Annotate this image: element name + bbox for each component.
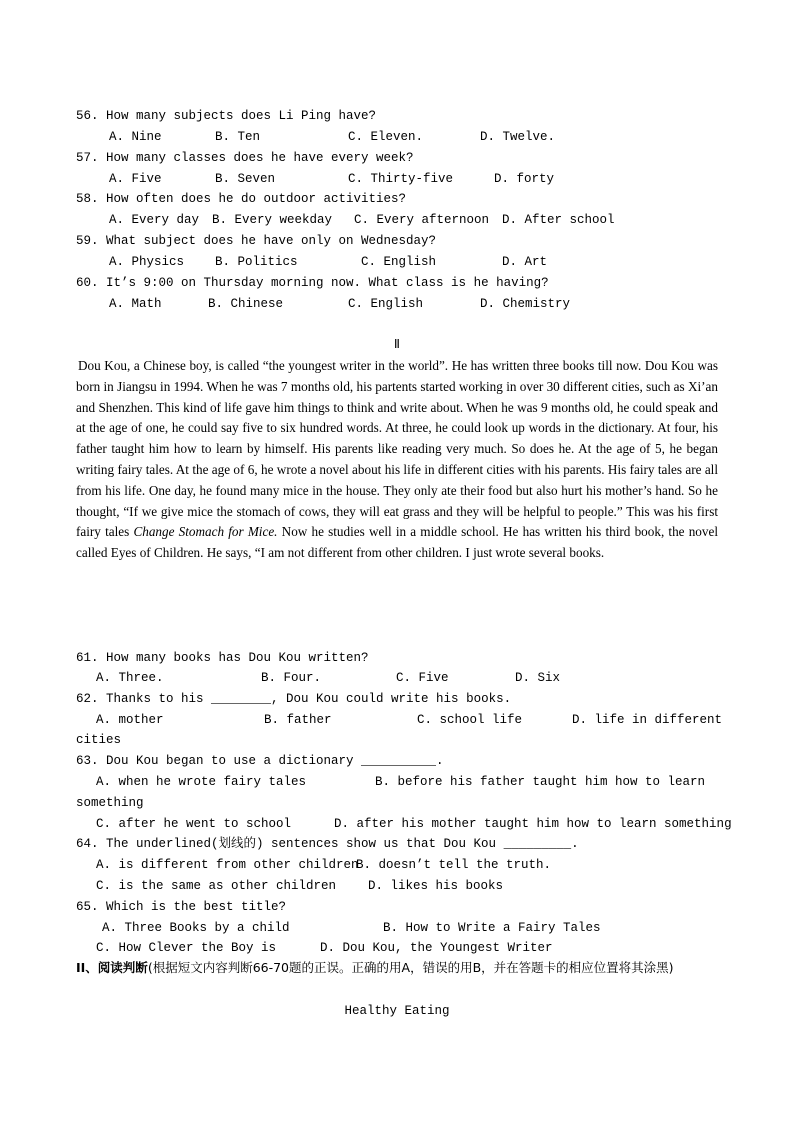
option-b: B. father <box>264 713 332 727</box>
section-numeral: Ⅱ <box>393 338 401 352</box>
option-d: D. life in different <box>572 713 723 727</box>
option-b: B. before his father taught him how to learn <box>375 775 706 789</box>
question-63: 63. Dou Kou began to use a dictionary __________. <box>76 754 444 768</box>
option-a: A. mother <box>96 713 164 727</box>
story-title: Change Stomach for Mice. <box>133 524 278 540</box>
option-d: D. after his mother taught him how to learn something <box>334 817 732 831</box>
question-64-options-cd <box>76 876 718 896</box>
option-b: B. How to Write a Fairy Tales <box>383 921 601 935</box>
option-a: A. Nine <box>109 130 162 144</box>
option-d: D. After school <box>502 213 615 227</box>
question-57-options <box>76 169 718 189</box>
option-b: B. Politics <box>215 255 298 269</box>
option-a: A. is different from other children <box>96 858 359 872</box>
question-63-options-ab <box>76 772 718 792</box>
section-heading-label: II、阅读判断 <box>76 960 148 975</box>
option-d: D. Twelve. <box>480 130 556 144</box>
option-b: B. doesn’t tell the truth. <box>356 858 552 872</box>
option-c: C. Five <box>396 671 449 685</box>
question-62-options <box>76 710 723 730</box>
option-b: B. Chinese <box>208 297 284 311</box>
option-b: B. Every weekday <box>212 213 333 227</box>
question-58-options <box>76 210 718 230</box>
question-63-options-cd <box>76 814 732 834</box>
option-c: C. English <box>361 255 437 269</box>
option-a: A. Every day <box>109 213 200 227</box>
passage-text: Dou Kou, a Chinese boy, is called “the youngest writer in the world”. He has written three books till now. Dou Kou was born in Jiangsu in 1994. When he was 7 months old, his partents started working in over 30 different cities, such as Xi’an and Shenzhen. This kind of life gave him things to think and write about. When he was 9 months old, he could speak and at the age of one, he could say five to six hundred words. At three, he could look up words in the dictionary. At four, his father taught him how to learn by himself. His parents like reading very much. So does he. At the age of 5, he began writing fairy tales. At the age of 6, he wrote a novel about his life in different cities with his parents. His fairy tales are all from his life. One day, he found many mice in the house. They only ate their food but also hurt his mother’s hand. So he thought, “If we give mice the stomach of cows, they will eat grass and they will be helpful to people.” This was his first fairy tales <box>76 358 718 540</box>
option-d-continued: cities <box>76 733 122 747</box>
option-b: B. Seven <box>215 172 276 186</box>
reading-passage <box>76 356 718 564</box>
option-a: A. when he wrote fairy tales <box>96 775 307 789</box>
question-59-options <box>76 252 718 272</box>
option-d: D. Art <box>502 255 548 269</box>
option-c: C. Thirty-five <box>348 172 454 186</box>
question-65-options-cd <box>76 938 718 958</box>
option-c: C. Every afternoon <box>354 213 490 227</box>
option-b: B. Ten <box>215 130 261 144</box>
option-a: A. Physics <box>109 255 185 269</box>
question-64-options-ab <box>76 855 718 875</box>
question-64: 64. The underlined(划线的) sentences show us that Dou Kou _________. <box>76 837 579 851</box>
option-a: A. Three Books by a child <box>102 921 290 935</box>
option-a: A. Five <box>109 172 162 186</box>
passage-text-end: Now he studies well in a middle school. He has written his third book, the novel called Eyes of Children. He says, “I am not different from other children. I just wrote several books. <box>76 524 719 561</box>
option-c: C. Eleven. <box>348 130 424 144</box>
option-a: A. Three. <box>96 671 164 685</box>
question-60-options <box>76 294 718 314</box>
question-61: 61. How many books has Dou Kou written? <box>76 651 369 665</box>
question-56-options <box>76 127 718 147</box>
option-d: D. Six <box>515 671 561 685</box>
section-heading-instructions: (根据短文内容判断66-70题的正误。正确的用A，错误的用B，并在答题卡的相应位置将其涂黑) <box>147 960 674 975</box>
option-b: B. Four. <box>261 671 322 685</box>
option-d: D. likes his books <box>368 879 504 893</box>
option-b-continued: something <box>76 796 144 810</box>
question-57: 57. How many classes does he have every week? <box>76 151 414 165</box>
option-d: D. Chemistry <box>480 297 571 311</box>
question-59: 59. What subject does he have only on Wednesday? <box>76 234 437 248</box>
passage-title: Healthy Eating <box>344 1004 450 1018</box>
question-61-options <box>76 668 718 688</box>
option-c: C. How Clever the Boy is <box>96 941 277 955</box>
section-heading <box>76 958 718 978</box>
question-65: 65. Which is the best title? <box>76 900 287 914</box>
option-a: A. Math <box>109 297 162 311</box>
question-58: 58. How often does he do outdoor activities? <box>76 192 407 206</box>
question-65-options-ab <box>76 918 718 938</box>
option-c: C. school life <box>417 713 523 727</box>
option-d: D. forty <box>494 172 555 186</box>
option-c: C. English <box>348 297 424 311</box>
option-c: C. is the same as other children <box>96 879 337 893</box>
option-c: C. after he went to school <box>96 817 292 831</box>
question-56: 56. How many subjects does Li Ping have? <box>76 109 377 123</box>
question-62: 62. Thanks to his ________, Dou Kou could write his books. <box>76 692 512 706</box>
option-d: D. Dou Kou, the Youngest Writer <box>320 941 553 955</box>
question-60: 60. It’s 9:00 on Thursday morning now. What class is he having? <box>76 276 549 290</box>
